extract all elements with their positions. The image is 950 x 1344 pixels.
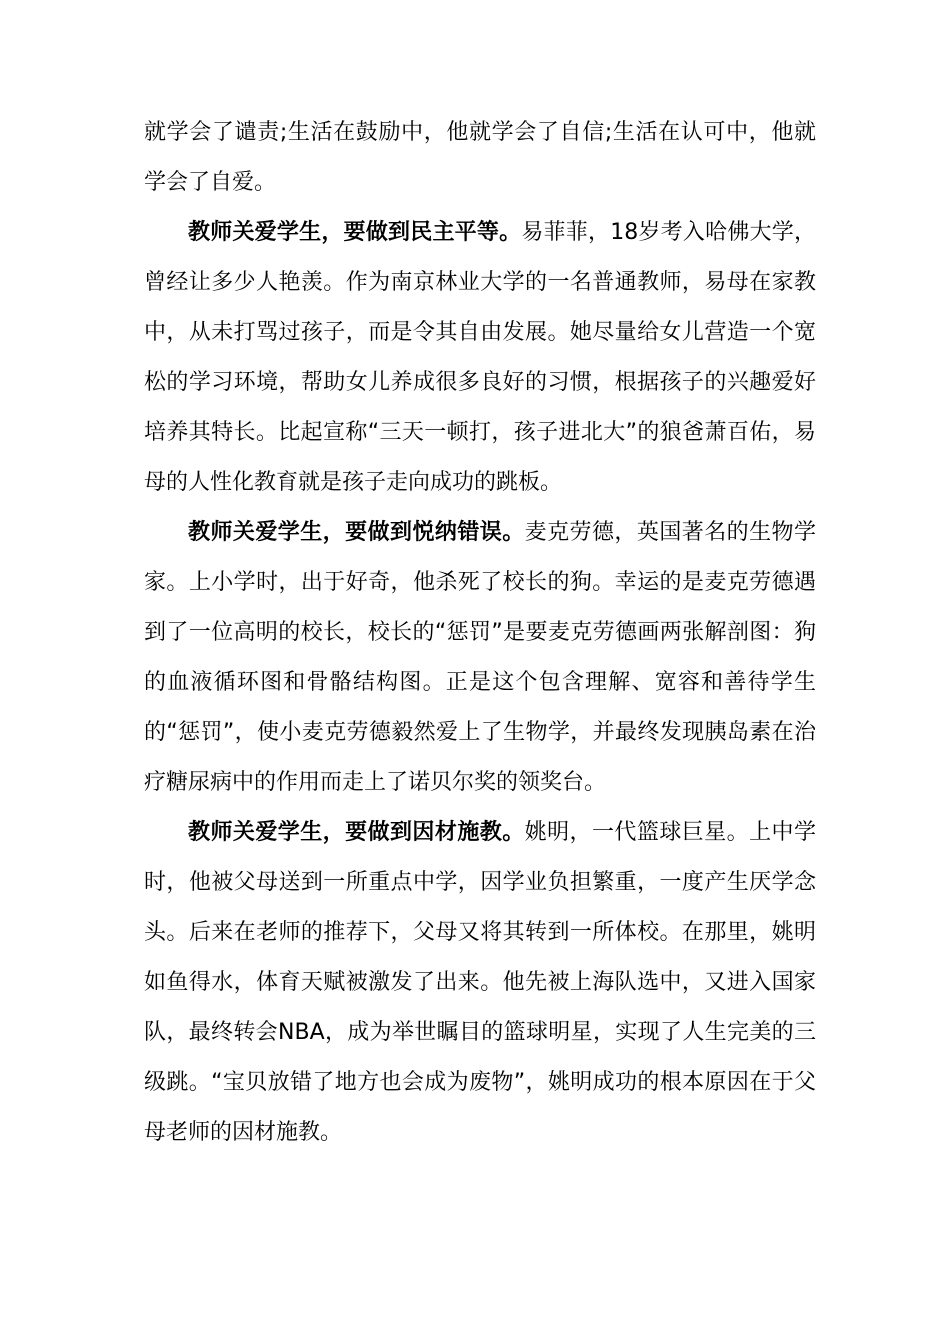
paragraph-continuation (144, 108, 816, 208)
paragraph-text: 麦克劳德，英国著名的生物学家。上小学时，出于好奇，他杀死了校长的狗。幸运的是麦克劳德遇到了一位高明的校长，校长的“惩罚”是要麦克劳德画两张解剖图：狗的血液循环图和骨骼结构图。正是这个包含理解、宽容和善待学生的“惩罚”，使小麦克劳德毅然爱上了生物学，并最终发现胰岛素在治疗糖尿病中的作用而走上了诺贝尔奖的领奖台。 (144, 520, 816, 795)
paragraph-democracy-equality (144, 208, 816, 508)
paragraph-accept-mistakes (144, 508, 816, 808)
paragraph-heading: 教师关爱学生，要做到民主平等。 (188, 220, 522, 245)
paragraph-heading: 教师关爱学生，要做到因材施教。 (188, 820, 525, 845)
paragraph-heading: 教师关爱学生，要做到悦纳错误。 (188, 520, 525, 545)
paragraph-text: 就学会了谴责;生活在鼓励中，他就学会了自信;生活在认可中，他就学会了自爱。 (144, 120, 816, 195)
paragraph-individualized-teaching (144, 808, 816, 1158)
paragraph-text: 易菲菲，18岁考入哈佛大学，曾经让多少人艳羡。作为南京林业大学的一名普通教师，易母在家教中，从未打骂过孩子，而是令其自由发展。她尽量给女儿营造一个宽松的学习环境，帮助女儿养成很多良好的习惯，根据孩子的兴趣爱好培养其特长。比起宣称“三天一顿打，孩子进北大”的狼爸萧百佑，易母的人性化教育就是孩子走向成功的跳板。 (144, 220, 816, 495)
document-body (144, 108, 816, 1158)
paragraph-text: 姚明，一代篮球巨星。上中学时，他被父母送到一所重点中学，因学业负担繁重，一度产生厌学念头。后来在老师的推荐下，父母又将其转到一所体校。在那里，姚明如鱼得水，体育天赋被激发了出来。他先被上海队选中，又进入国家队，最终转会NBA，成为举世瞩目的篮球明星，实现了人生完美的三级跳。“宝贝放错了地方也会成为废物”，姚明成功的根本原因在于父母老师的因材施教。 (144, 820, 816, 1145)
